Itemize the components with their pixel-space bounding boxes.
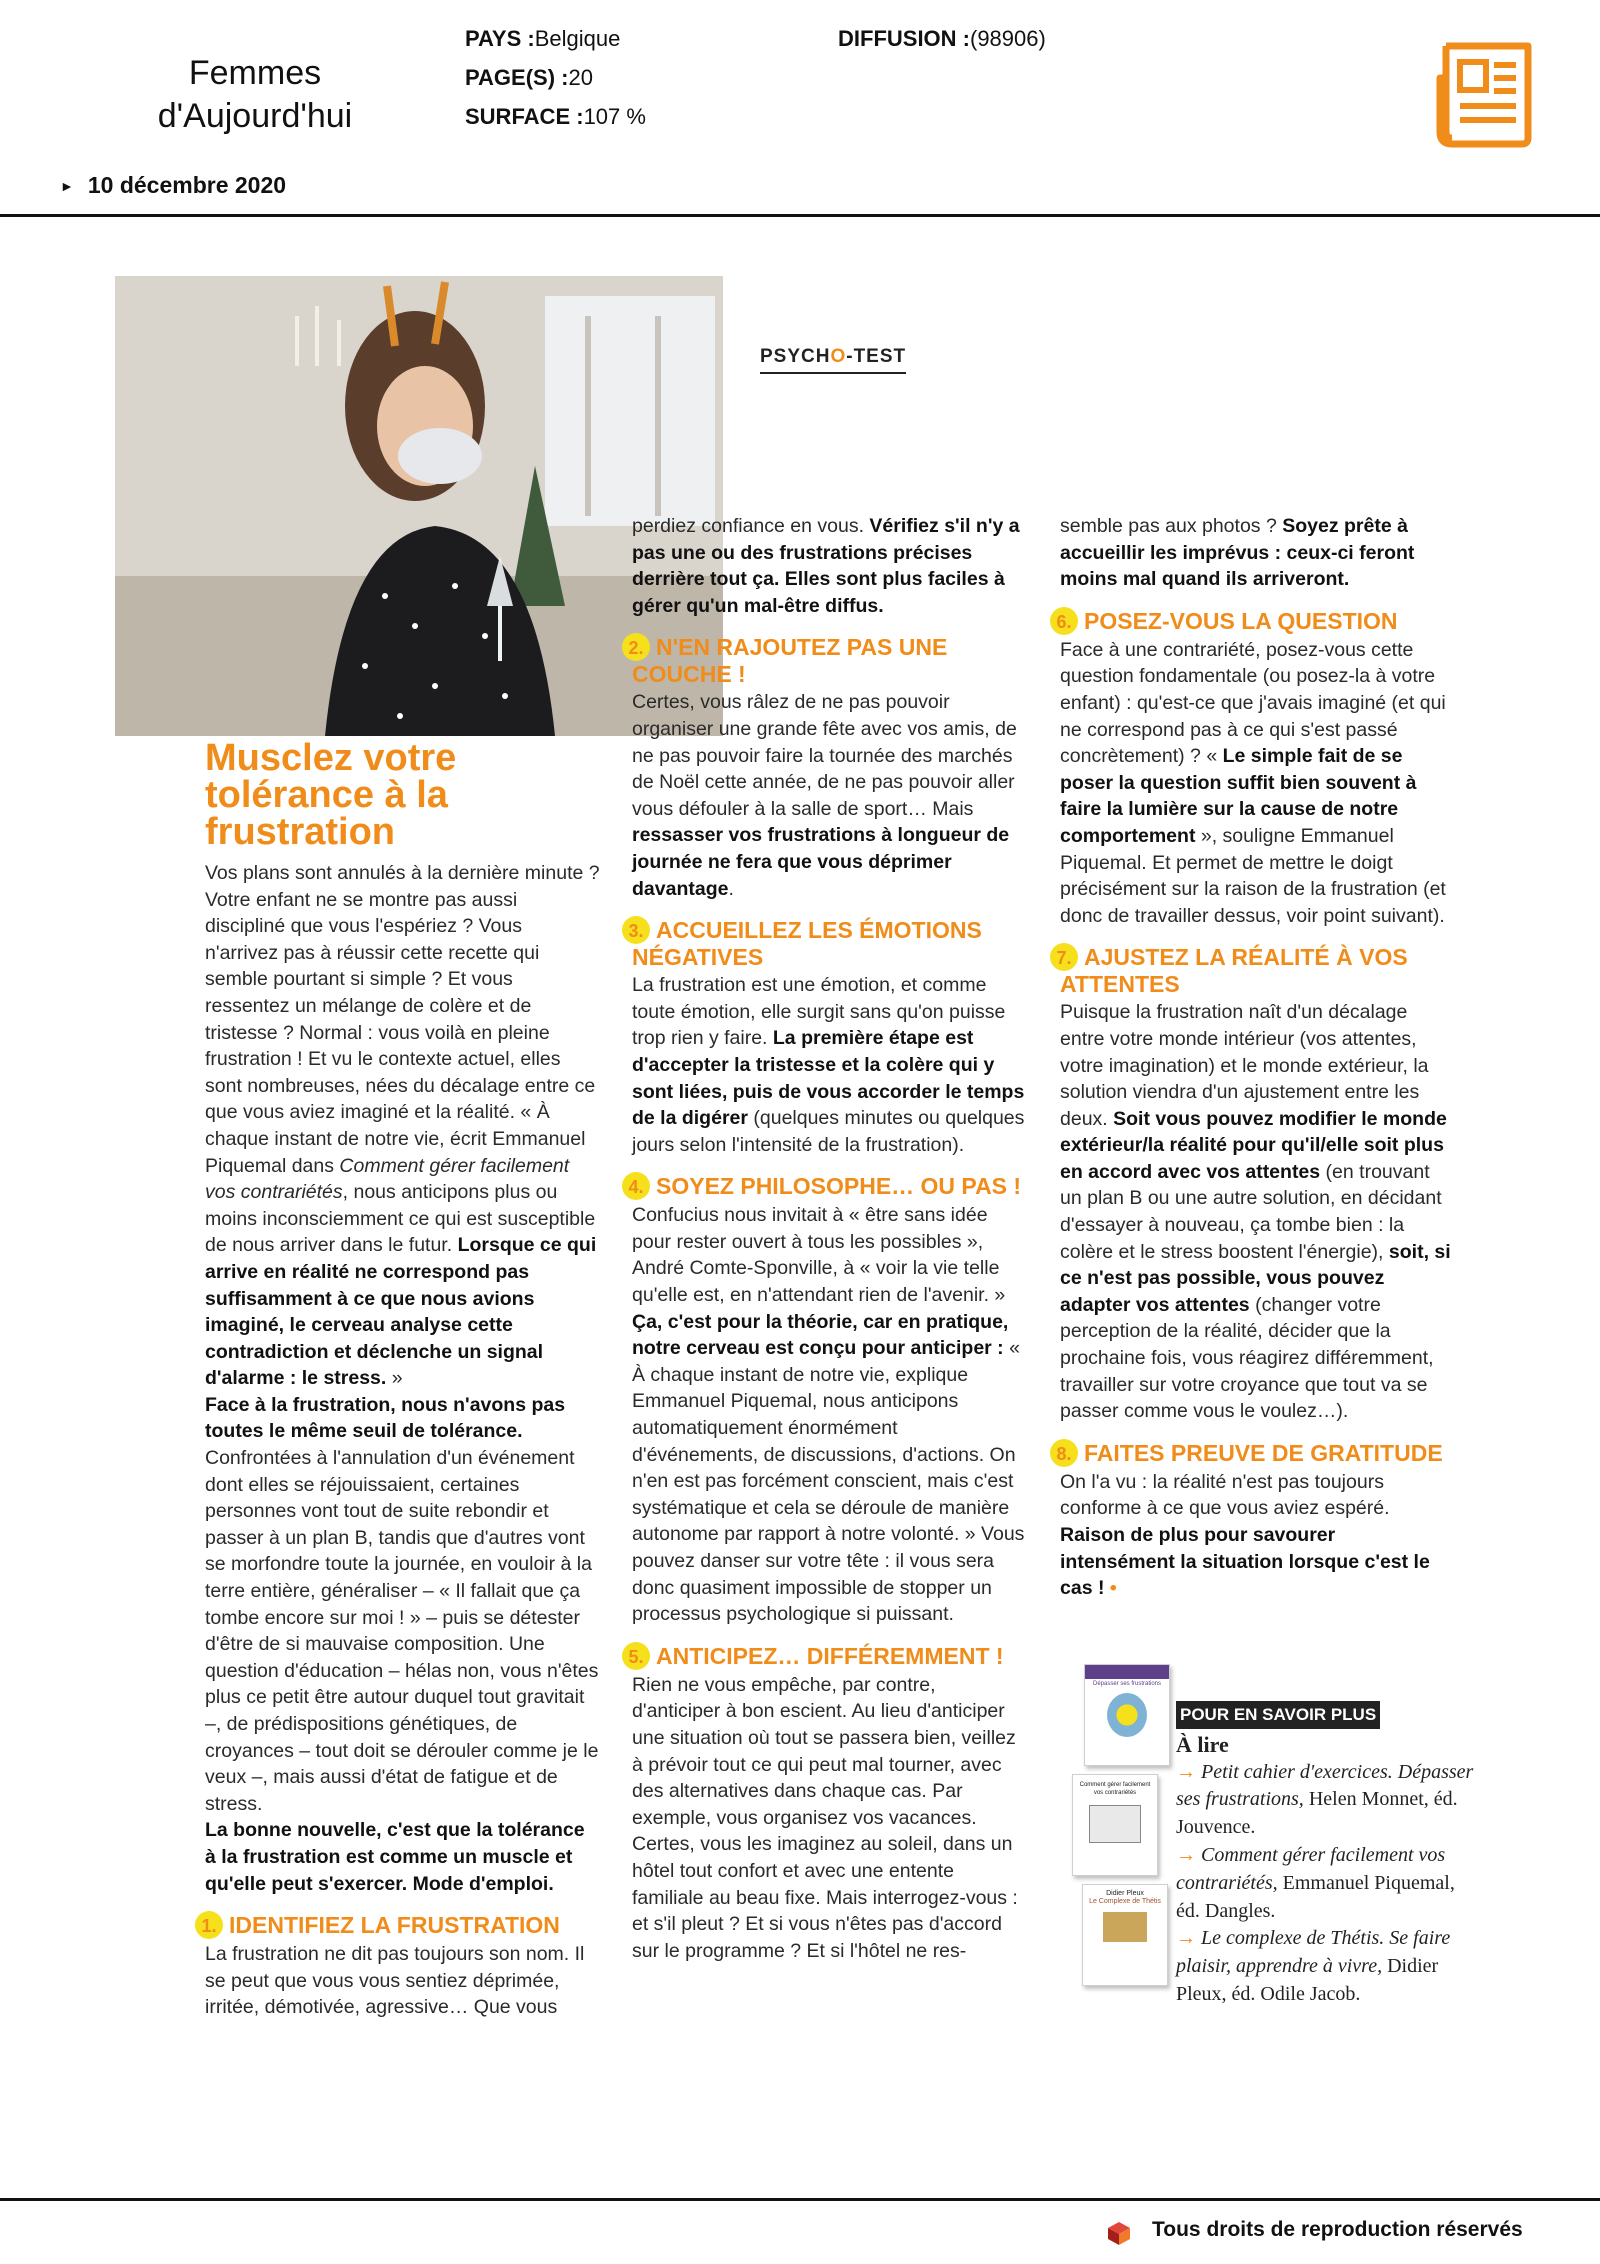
section-5-text: Rien ne vous empêche, par contre, d'anticiper à bon escient. Au lieu d'anticiper une situation où tout se passera bien, veillez à prévoir tout ce qui peut mal tourner, avec des alternatives dans chaque cas. Par exemple, vous organisez vos vacances. Certes, vous les imaginez au soleil, dans un hôtel tout confort et avec une entente familiale au beau fixe. Mais interrogez-vous : et s'il pleut ? Et si vous n'êtes pas d'accord sur le programme ? Et si l'hôtel ne res- (632, 1673, 1018, 1962)
section-4-heading: 4. SOYEZ PHILOSOPHE… OU PAS ! (632, 1172, 1027, 1200)
book-covers (1072, 1664, 1182, 2004)
book-cover-3: Didier Pleux Le Complexe de Thétis (1082, 1884, 1168, 1986)
cube-logo-icon (1106, 2220, 1132, 2246)
book-entry-2: → Comment gérer facilement vos contrariétés, Emmanuel Piquemal, éd. Dangles. (1176, 1843, 1455, 1922)
meta-pages: PAGE(S) :20 (465, 65, 593, 90)
further-reading-heading: À lire (1176, 1731, 1229, 1757)
meta-diffusion: DIFFUSION :(98906) (838, 26, 1046, 51)
section-6-text: Face à une contrariété, posez-vous cette question fondamentale (ou posez-la à votre enfant) : qu'est-ce que j'avais imaginé (et qui ne correspond pas à ce qui s'est passé concrètement) ? « Le simple fait de se poser la question suffit bien souvent à faire la lumière sur la cause de notre comportement », souligne Emmanuel Piquemal. Et permet de mettre le doigt précisément sur la raison de la frustration (et donc de travailler dessus, voir point suivant). (1060, 638, 1446, 927)
column-2 (628, 513, 1027, 1964)
section-7-heading: 7. AJUSTEZ LA RÉALITÉ À VOS ATTENTES (1060, 943, 1455, 997)
section-7-text: Puisque la frustration naît d'un décalage entre votre monde intérieur (vos attentes, votre imagination) et le monde extérieur, la solution viendra d'un ajustement entre les deux. Soit vous pouvez modifier le monde extérieur/la réalité pour qu'il/elle soit plus en accord avec vos attentes (en trouvant un plan B ou une autre solution, en décidant d'essayer à nouveau, ça tombe bien : la colère et le stress boostent l'énergie), soit, si ce n'est pas possible, vous pouvez adapter vos attentes (changer votre perception de la réalité, décider que la prochaine fois, vous réagirez différemment, travailler sur votre croyance que tout va se passer comme vous le voulez…). (1060, 1001, 1451, 1423)
publication-name: Femmes d'Aujourd'hui (157, 54, 353, 135)
newspaper-icon (1432, 38, 1542, 152)
intro-paragraph-3: Confrontées à l'annulation d'un événement dont elles se réjouissaient, certaines personnes vont tout de suite rebondir et passer à un plan B, tandis que d'autres vont se morfondre toute la journée, en vouloir à la terre entière, généraliser – « Il fallait que ça tombe encore sur moi ! » – puis se détester d'être de si mauvaise composition. Une question d'éducation – hélas non, vous n'êtes plus ce petit être autour duquel tout gravitait –, de prédispositions génétiques, de croyances – tout doit se dérouler comme je le veux –, mais aussi d'état de fatigue et de stress. (205, 1447, 599, 1815)
book-cover-1: Dépasser ses frustrations (1084, 1664, 1170, 1766)
further-reading (1176, 1701, 1476, 2009)
book-entry-1: → Petit cahier d'exercices. Dépasser ses frustrations, Helen Monnet, éd. Jouvence. (1176, 1760, 1474, 1839)
article-title: Musclez votre tolérance à la frustration (205, 737, 457, 853)
section-6-heading: 6. POSEZ-VOUS LA QUESTION (1060, 607, 1455, 635)
intro-paragraph: Vos plans sont annulés à la dernière minute ? Votre enfant ne se montre pas aussi discipliné que vous l'espériez ? Vous n'arrivez pas à réussir cette recette qui semble pourtant si simple ? Et vous ressentez un mélange de colère et de tristesse ? Normal : vous voilà en pleine frustration ! Et vu le contexte actuel, elles sont nombreuses, nées du décalage entre ce que vous aviez imaginé et la réalité. « À chaque instant de notre vie, écrit Emmanuel Piquemal dans Comment gérer facilement vos contrariétés, nous anticipons plus ou moins inconsciemment ce qui est susceptible de nous arriver dans le futur. Lorsque ce qui arrive en réalité ne correspond pas suffisamment à ce que nous avions imaginé, le cerveau analyse cette contradiction et déclenche un signal d'alarme : le stress. » (205, 862, 600, 1390)
intro-paragraph-4: La bonne nouvelle, c'est que la tolérance à la frustration est comme un muscle et qu'elle peut s'exercer. Mode d'emploi. (205, 1819, 585, 1895)
rubrique-label: PSYCHO-TEST (760, 346, 906, 374)
rights-notice: Tous droits de reproduction réservés (1152, 2218, 1523, 2241)
section-5-continued: semble pas aux photos ? Soyez prête à accueillir les imprévus : ceux-ci feront moins mal quand ils arriveront. (1060, 515, 1415, 591)
book-cover-2: Comment gérer facilement vos contrariétés (1072, 1774, 1158, 1876)
triangle-right-icon: ► (60, 178, 74, 194)
end-bullet-icon: • (1104, 1577, 1117, 1600)
publication-date: ► 10 décembre 2020 (60, 172, 287, 198)
section-2-heading: 2. N'EN RAJOUTEZ PAS UNE COUCHE ! (632, 633, 1027, 687)
section-5-heading: 5. ANTICIPEZ… DIFFÉREMMENT ! (632, 1642, 1027, 1670)
section-4-text: Confucius nous invitait à « être sans idée pour rester ouvert à tous les possibles », André Comte-Sponville, à « voir la vie telle qu'elle est, en n'attendant rien de l'avenir. » Ça, c'est pour la théorie, car en pratique, notre cerveau est conçu pour anticiper : « À chaque instant de notre vie, explique Emmanuel Piquemal, nous anticipons automatiquement énormément d'événements, de discussions, d'actions. On n'en est pas forcément conscient, mais c'est systématique et cela se déroule de manière autonome par rapport à notre volonté. » Vous pouvez danser sur votre tête : il vous sera donc quasiment impossible de stopper un processus psychologique si puissant. (632, 1204, 1025, 1626)
section-2-text: Certes, vous râlez de ne pas pouvoir organiser une grande fête avec vos amis, de ne pas pouvoir faire la tournée des marchés de Noël cette année, de ne pas pouvoir aller vous défouler à la salle de sport… Mais ressasser vos frustrations à longueur de journée ne fera que vous déprimer davantage. (632, 691, 1017, 900)
section-8-heading: 8. FAITES PREUVE DE GRATITUDE (1060, 1439, 1455, 1467)
section-3-heading: 3. ACCUEILLEZ LES ÉMOTIONS NÉGATIVES (632, 916, 1027, 970)
column-1 (201, 860, 600, 2021)
header-divider (0, 214, 1600, 217)
meta-pays: PAYS :Belgique (465, 26, 621, 51)
arrow-right-icon: → (1176, 1760, 1196, 1783)
intro-paragraph-2: Face à la frustration, nous n'avons pas toutes le même seuil de tolérance. (205, 1393, 566, 1443)
column-3 (1056, 513, 1455, 1602)
arrow-right-icon: → (1176, 1927, 1196, 1950)
further-reading-tag: POUR EN SAVOIR PLUS (1176, 1701, 1380, 1729)
arrow-right-icon: → (1176, 1843, 1196, 1866)
section-1-text: La frustration ne dit pas toujours son nom. Il se peut que vous vous sentiez déprimée, irritée, démotivée, agressive… Que vous (205, 1943, 585, 2019)
section-1-continued: perdiez confiance en vous. Vérifiez s'il n'y a pas une ou des frustrations précises derrière tout ça. Elles sont plus faciles à gérer qu'un mal-être diffus. (632, 515, 1020, 617)
footer-divider (0, 2198, 1600, 2201)
book-entry-3: → Le complexe de Thétis. Se faire plaisir, apprendre à vivre, Didier Pleux, éd. Odile Jacob. (1176, 1927, 1451, 2005)
meta-surface: SURFACE :107 % (465, 104, 646, 129)
section-1-heading: 1. IDENTIFIEZ LA FRUSTRATION (205, 1911, 600, 1939)
section-3-text: La frustration est une émotion, et comme toute émotion, elle surgit sans qu'on puisse trop rien y faire. La première étape est d'accepter la tristesse et la colère qui y sont liées, puis de vous accorder le temps de la digérer (quelques minutes ou quelques jours selon l'intensité de la frustration). (632, 974, 1025, 1156)
section-8-text: On l'a vu : la réalité n'est pas toujours conforme à ce que vous aviez espéré. Raison de plus pour savourer intensément la situation lorsque c'est le cas ! • (1060, 1470, 1430, 1600)
